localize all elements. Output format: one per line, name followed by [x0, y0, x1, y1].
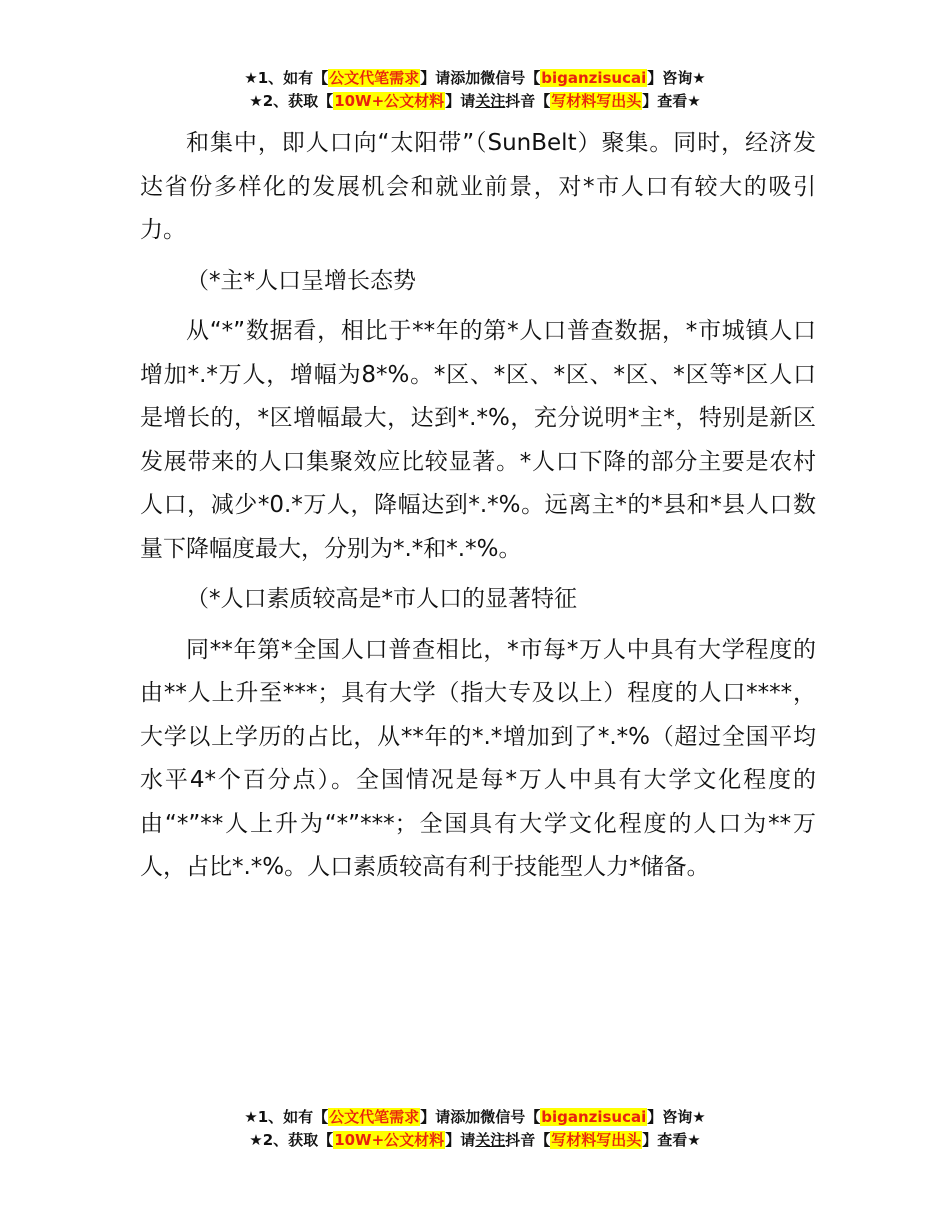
paragraph-2: 从“*”数据看，相比于**年的第*人口普查数据，*市城镇人口增加*.*万人，增幅为8*%。*区、*区、*区、*区、*区等*区人口是增长的，*区增幅最大，达到*.*%，充分说明*主*，特别是新区发展带来的人口集聚效应比较显著。*人口下降的部分主要是农村人口，减少*0.*万人，降幅达到*.*%。远离主*的*县和*县人口数量下降幅度最大，分别为*.*和*.*%。 — [140, 318, 816, 562]
banner-highlight-service: 公文代笔需求 — [329, 69, 420, 87]
banner-line-1 — [0, 67, 950, 90]
banner-text: 】请添加微信号【 — [420, 69, 541, 87]
banner-highlight-wechat: biganzisucai — [541, 69, 647, 87]
banner-line-2 — [0, 1129, 950, 1152]
banner-highlight-materials: 10W+公文材料 — [334, 1131, 445, 1149]
paragraph-1: 和集中，即人口向“太阳带”（SunBelt）聚集。同时，经济发达省份多样化的发展机会和就业前景，对*市人口有较大的吸引力。 — [140, 130, 816, 243]
footer-banner — [0, 1106, 950, 1152]
header-banner — [0, 67, 950, 113]
banner-line-1 — [0, 1106, 950, 1129]
section-heading-2: （*人口素质较高是*市人口的显著特征 — [186, 586, 577, 612]
banner-text: 】咨询★ — [647, 69, 706, 87]
paragraph-3: 同**年第*全国人口普查相比，*市每*万人中具有大学程度的由**人上升至***；具有大学（指大专及以上）程度的人口****，大学以上学历的占比，从**年的*.*增加到了*.*%（超过全国平均水平4*个百分点）。全国情况是每*万人中具有大学文化程度的由“*”**人上升为“*”***；全国具有大学文化程度的人口为**万人，占比*.*%。人口素质较高有利于技能型人力*储备。 — [140, 636, 816, 880]
banner-text: ★2、获取【 — [249, 92, 334, 110]
banner-text: 】查看★ — [642, 92, 701, 110]
banner-text: 抖音【 — [505, 1131, 551, 1149]
banner-text: 】咨询★ — [647, 1108, 706, 1126]
banner-line-2 — [0, 90, 950, 113]
banner-highlight-wechat: biganzisucai — [541, 1108, 647, 1126]
banner-text: 】请 — [445, 92, 476, 110]
banner-text: 】请添加微信号【 — [420, 1108, 541, 1126]
banner-underlined-follow: 关注 — [475, 1131, 506, 1149]
banner-text: 】查看★ — [642, 1131, 701, 1149]
banner-text: ★2、获取【 — [249, 1131, 334, 1149]
banner-highlight-service: 公文代笔需求 — [329, 1108, 420, 1126]
banner-text: 】请 — [445, 1131, 476, 1149]
banner-text: ★1、如有【 — [244, 69, 329, 87]
banner-highlight-douyin: 写材料写出头 — [551, 1131, 642, 1149]
section-heading-1: （*主*人口呈增长态势 — [186, 267, 416, 294]
banner-highlight-douyin: 写材料写出头 — [551, 92, 642, 110]
banner-text: ★1、如有【 — [244, 1108, 329, 1126]
document-body — [140, 122, 816, 890]
banner-underlined-follow: 关注 — [475, 92, 506, 110]
banner-text: 抖音【 — [505, 92, 551, 110]
banner-highlight-materials: 10W+公文材料 — [334, 92, 445, 110]
